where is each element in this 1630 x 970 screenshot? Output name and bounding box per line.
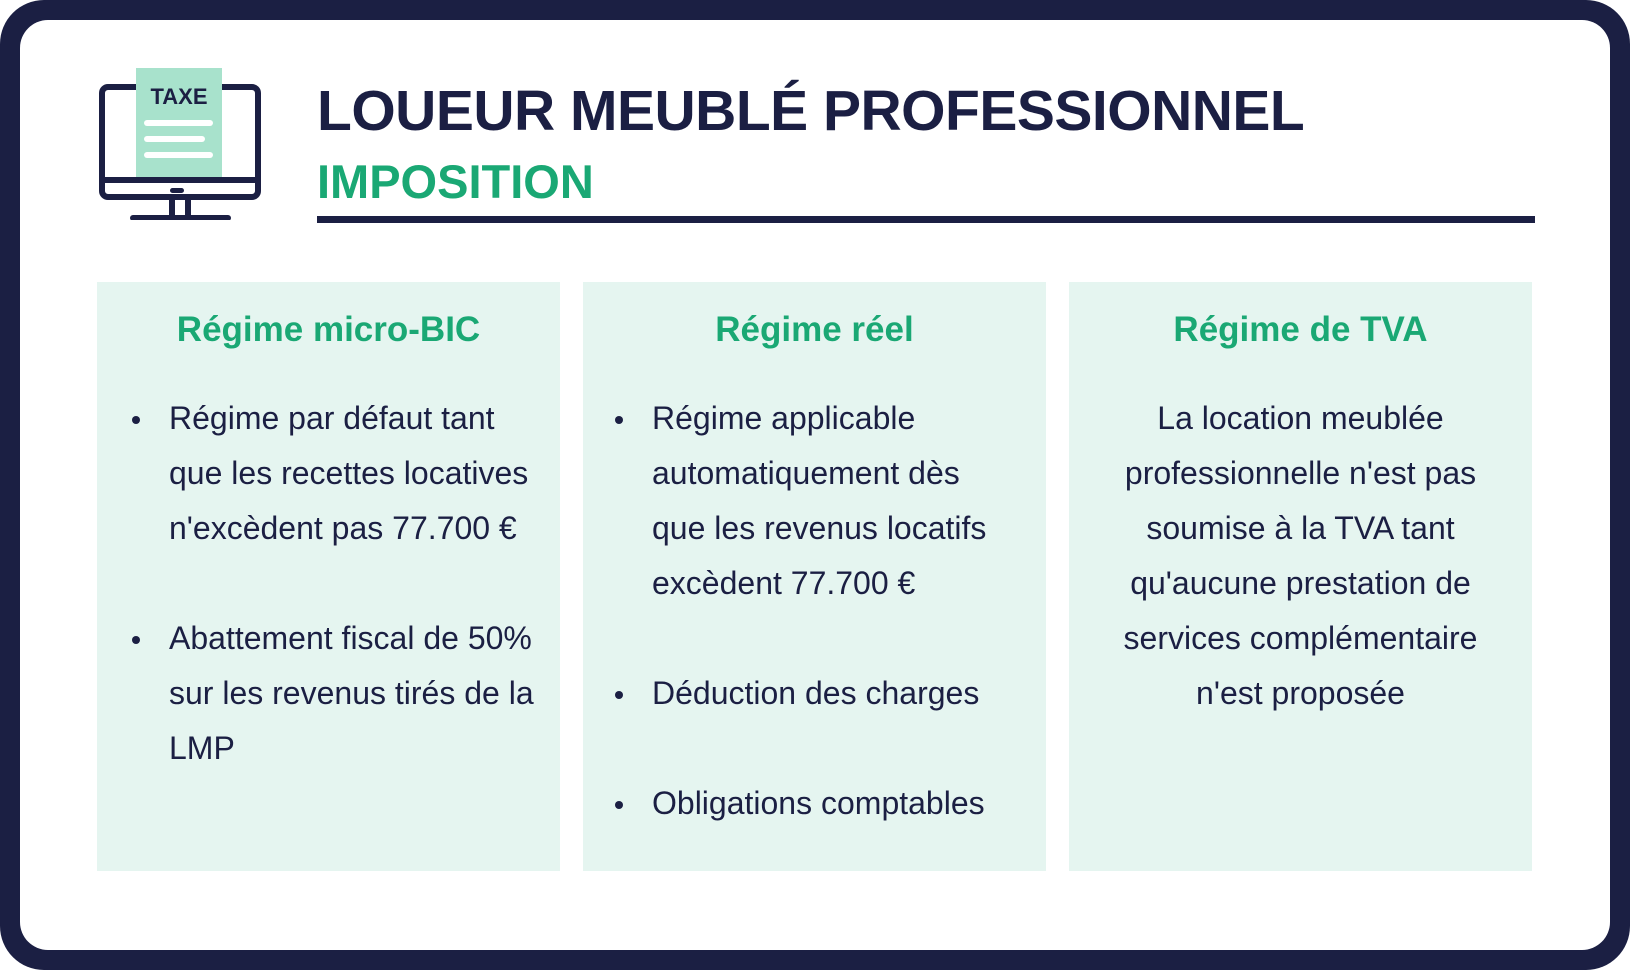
page-title: LOUEUR MEUBLÉ PROFESSIONNEL (317, 79, 1305, 143)
page-subtitle: IMPOSITION (317, 155, 594, 208)
list-item-text: Régime par défaut tant que les recettes locatives n'excèdent pas 77.700 € (169, 400, 529, 546)
infographic-panel (20, 20, 1610, 950)
card-regime-tva (1069, 282, 1532, 871)
list-item (652, 666, 1022, 721)
bullet-list (169, 391, 536, 776)
tax-icon-label: TAXE (150, 84, 208, 109)
bullet-icon (615, 691, 623, 699)
list-item-text: Régime applicable automatiquement dès que les revenus locatifs excèdent 77.700 € (652, 400, 987, 601)
list-item (169, 611, 536, 776)
list-item-text: Déduction des charges (652, 675, 980, 711)
title-divider (317, 216, 1535, 223)
list-item (652, 391, 1022, 611)
list-item (169, 391, 536, 556)
bullet-icon (132, 416, 140, 424)
card-title: Régime réel (715, 310, 914, 349)
card-title: Régime micro-BIC (176, 310, 481, 349)
list-item (652, 776, 1022, 831)
bullet-icon (615, 801, 623, 809)
card-micro-bic (97, 282, 560, 871)
bullet-icon (615, 416, 623, 424)
list-item-text: Obligations comptables (652, 785, 985, 821)
card-paragraph: La location meublée professionnelle n'est pas soumise à la TVA tant qu'aucune prestation de services complémentaire n'est proposée (1123, 400, 1478, 711)
bullet-icon (132, 636, 140, 644)
bullet-list (652, 391, 1022, 831)
card-regime-reel (583, 282, 1046, 871)
tax-computer-icon (98, 50, 268, 220)
card-title: Régime de TVA (1173, 310, 1428, 349)
list-item-text: Abattement fiscal de 50% sur les revenus tirés de la LMP (169, 620, 534, 766)
